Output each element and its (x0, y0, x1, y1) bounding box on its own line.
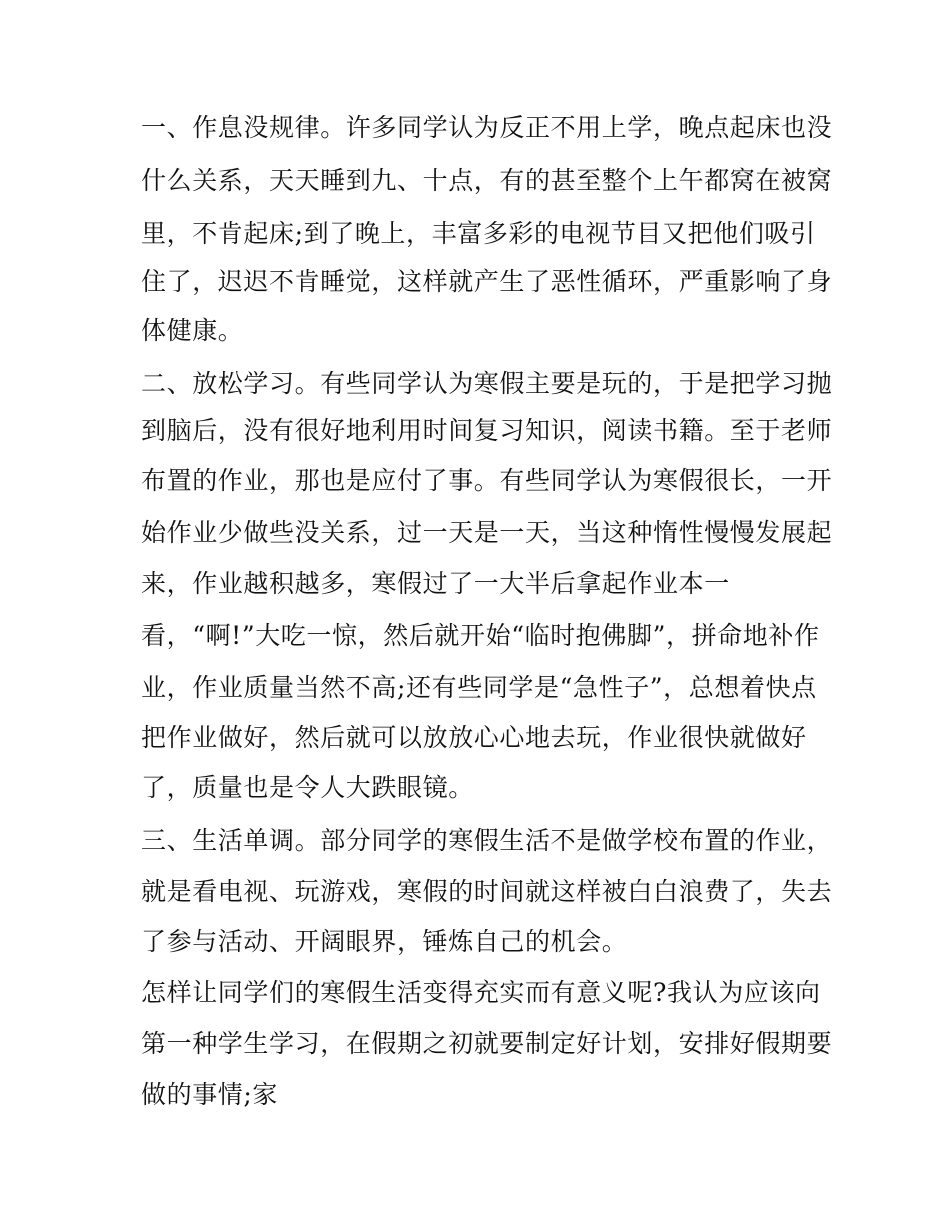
text-line: 住了，迟迟不肯睡觉，这样就产生了恶性循环，严重影响了身 (141, 267, 833, 296)
text-line: 二、放松学习。有些同学认为寒假主要是玩的，于是把学习抛 (141, 369, 833, 398)
text-line: 把作业做好，然后就可以放放心心地去玩，作业很快就做好 (141, 723, 807, 752)
text-line: 始作业少做些没关系，过一天是一天，当这种惰性慢慢发展起 (141, 518, 833, 547)
text-line: 看，“啊!”大吃一惊，然后就开始“临时抱佛脚”，拼命地补作 (141, 621, 820, 650)
text-line: 三、生活单调。部分同学的寒假生活不是做学校布置的作业， (141, 826, 833, 855)
text-line: 布置的作业，那也是应付了事。有些同学认为寒假很长，一开 (141, 466, 833, 495)
text-line: 里，不肯起床;到了晚上，丰富多彩的电视节目又把他们吸引 (141, 219, 816, 248)
text-line: 体健康。 (141, 316, 244, 345)
text-line: 做的事情;家 (141, 1080, 279, 1109)
text-line: 什么关系，天天睡到九、十点，有的甚至整个上午都窝在被窝 (141, 166, 833, 195)
text-line: 业，作业质量当然不高;还有些同学是“急性子”，总想着快点 (141, 673, 817, 702)
text-line: 了参与活动、开阔眼界，锤炼自己的机会。 (141, 927, 628, 956)
text-line: 了，质量也是令人大跌眼镜。 (141, 773, 474, 802)
text-line: 怎样让同学们的寒假生活变得充实而有意义呢?我认为应该向 (141, 978, 821, 1007)
text-line: 来，作业越积越多，寒假过了一大半后拿起作业本一 (141, 569, 730, 598)
text-line: 到脑后，没有很好地利用时间复习知识，阅读书籍。至于老师 (141, 416, 833, 445)
text-line: 第一种学生学习，在假期之初就要制定好计划，安排好假期要 (141, 1029, 833, 1058)
text-line: 一、作息没规律。许多同学认为反正不用上学，晚点起床也没 (141, 113, 833, 142)
text-line: 就是看电视、玩游戏，寒假的时间就这样被白白浪费了，失去 (141, 877, 833, 906)
